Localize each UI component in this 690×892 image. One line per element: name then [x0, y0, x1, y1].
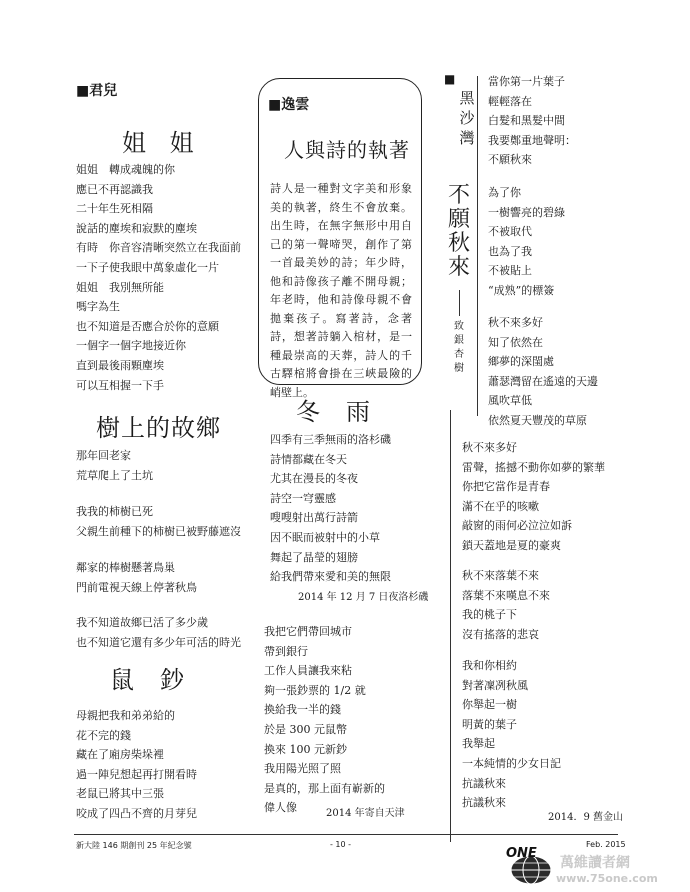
- poem-line: 滿不在乎的咳嗽: [462, 499, 539, 513]
- poem-line: 風吹草低: [488, 394, 532, 408]
- poem-line: 於是 300 元鼠幣: [264, 722, 347, 736]
- poem-dongyu-body: [270, 430, 391, 587]
- poem-line: 應已不再認識我: [76, 182, 153, 196]
- poem-line: 門前電視天線上停著秋鳥: [76, 580, 197, 594]
- poem-title-shuchao: 鼠 鈔: [110, 666, 185, 694]
- poem-line: 偉人像: [264, 801, 297, 815]
- watermark-url: www.75one.com: [556, 872, 658, 885]
- poem-line: 不願秋來: [488, 153, 532, 167]
- poem-line: 藏在了廂房柴垛裡: [76, 748, 164, 762]
- poem-line: 換來 100 元新鈔: [264, 742, 347, 756]
- poem-line: 當你第一片葉子: [488, 75, 565, 88]
- poem-line: 抗議秋來: [462, 796, 506, 810]
- poem-buyuan-stanza-2: [488, 183, 565, 301]
- poem-dongyu-date: 2014 年 12 月 7 日夜洛杉磯: [298, 592, 429, 603]
- poem-shuchao-body: [76, 706, 197, 824]
- poem-line: 過一陣兒想起再打開看時: [76, 767, 197, 781]
- poem-line: 也不知道是否應合於你的意願: [76, 319, 219, 333]
- poem-shuchao-continued: [264, 622, 385, 818]
- poem-line: 可以互相握一下手: [76, 378, 164, 392]
- poem-line: 荒草爬上了土坑: [76, 468, 153, 482]
- poem-line: 依然夏天豐茂的草原: [488, 413, 587, 427]
- poem-line: 詩空一穹靈感: [270, 491, 336, 505]
- poem-line: 父親生前種下的柿樹已被野藤遮沒: [76, 524, 241, 538]
- poem-shushang-stanza-1: [76, 446, 153, 485]
- poem-line: 秋不來多好: [462, 441, 517, 454]
- column-rule-lower: [450, 410, 451, 842]
- column-rule-upper: [477, 76, 478, 416]
- poem-line: 一下子使我眼中萬象虛化一片: [76, 260, 219, 274]
- poem-line: 姐姐 我別無所能: [76, 280, 164, 294]
- poem-line: 白髮和黑髮中間: [488, 114, 565, 128]
- poem-line: 因不眠而被射中的小草: [270, 530, 380, 544]
- poem-buyuan-stanza-6: [462, 656, 561, 813]
- poem-line: 一個字一個字地接近你: [76, 339, 186, 353]
- poem-line: 工作人員讓我來粘: [264, 664, 352, 678]
- poem-line: 秋不來落葉不來: [462, 569, 539, 582]
- poem-line: 我的桃子下: [462, 608, 517, 622]
- poem-line: 詩情都藏在冬天: [270, 452, 347, 466]
- poem-line: 我舉起: [462, 737, 495, 751]
- poem-shushang-stanza-3: [76, 558, 197, 597]
- poem-buyuan-stanza-1: [488, 72, 576, 170]
- poem-title-shushang: 樹上的故鄉: [96, 414, 221, 442]
- poem-line: 一本純情的少女日記: [462, 756, 561, 770]
- poem-line: 二十年生死相隔: [76, 202, 153, 216]
- author-jun-er: ■君兒: [76, 83, 118, 99]
- poem-line: 夠一張鈔票的 1/2 就: [264, 683, 366, 697]
- logo-text: ONE: [506, 846, 537, 861]
- author-mark: ■: [444, 72, 456, 86]
- poem-line: 鄉夢的深閨處: [488, 355, 554, 369]
- poem-title-jiejie: 姐 姐: [122, 129, 202, 157]
- poem-line: 四季有三季無雨的洛杉磯: [270, 433, 391, 446]
- poem-line: 嗖嗖射出萬行詩箭: [270, 511, 358, 525]
- poem-line: 秋不來多好: [488, 316, 543, 329]
- poem-shushang-stanza-2: [76, 502, 241, 541]
- poem-line: 舞起了晶瑩的翅膀: [270, 550, 358, 564]
- poem-buyuan-stanza-3: [488, 313, 598, 431]
- poem-line: 有時 你音容清晰突然立在我面前: [76, 241, 241, 255]
- poem-title-dongyu: 冬 雨: [296, 398, 371, 426]
- footer-publication: 新大陸 146 期創刊 25 年紀念號: [76, 841, 192, 850]
- poem-line: 我我的柿樹已死: [76, 505, 153, 518]
- poem-line: 帶到銀行: [264, 644, 308, 658]
- poem-line: 也為了我: [488, 244, 532, 258]
- poem-line: 姐姐 轉成魂魄的你: [76, 163, 175, 176]
- poem-line: 你把它當作是青春: [462, 480, 550, 494]
- poem-line: 知了依然在: [488, 335, 543, 349]
- poem-line: 母親把我和弟弟給的: [76, 709, 175, 722]
- poem-line: 換給我一半的錢: [264, 703, 341, 717]
- poem-jiejie-body: [76, 160, 241, 395]
- poem-line: 直到最後雨顆塵埃: [76, 358, 164, 372]
- poem-buyuan-stanza-4: [462, 438, 605, 556]
- poem-line: 嗎字為生: [76, 300, 120, 314]
- poem-line: 咬成了四凸不齊的月芽兒: [76, 806, 197, 820]
- poem-line: 給我們帶來愛和美的無限: [270, 570, 391, 584]
- poem-line: 雷聲，搖撼不動你如夢的繁華: [462, 460, 605, 474]
- poem-line: 我和你相約: [462, 659, 517, 672]
- poem-line: 不被貼上: [488, 264, 532, 278]
- poem-line: 尤其在漫長的冬夜: [270, 472, 358, 486]
- footer-page-number: - 10 -: [330, 840, 352, 849]
- poem-line: 輕輕落在: [488, 94, 532, 108]
- footer-rule: [74, 834, 618, 835]
- watermark-site-name: 萬維讀者網: [560, 855, 630, 871]
- poem-line: 敲窗的雨何必泣泣如訴: [462, 519, 572, 533]
- poem-line: 說話的塵埃和寂默的塵埃: [76, 221, 197, 235]
- poem-line: 我不知道故鄉已活了多少歲: [76, 616, 208, 629]
- footer-date: Feb. 2015: [586, 840, 626, 849]
- poem-buyuan-date: 2014．9 舊金山: [548, 812, 623, 823]
- poem-line: 沒有搖落的悲哀: [462, 627, 539, 641]
- essay-paragraph: 詩人是一種對文字美和形象美的執著，終生不會放棄。出生時，在無字無形中用自己的第一聲啼哭，創作了第一首最美妙的詩；年少時，他和詩像孩子離不開母親；年老時，他和詩像母親不會拋棄孩子。寫著詩，念著詩，想著詩躺入棺材，是一種最崇高的天葬，詩人的千古驛棺將會掛在三峽最險的峭壁上。: [270, 182, 412, 399]
- poem-line: 是真的，那上面有嶄新的: [264, 781, 385, 795]
- poem-line: 對著凜冽秋風: [462, 678, 528, 692]
- essay-title: 人與詩的執著: [284, 138, 410, 162]
- poem-line: 鎖天蓋地是夏的豪爽: [462, 538, 561, 552]
- poem-line: 蕭瑟灣留在遙遠的天邊: [488, 374, 598, 388]
- poem-buyuan-stanza-5: [462, 566, 550, 644]
- author-yi-yun: ■逸雲: [268, 97, 310, 113]
- poem-line: 我用陽光照了照: [264, 762, 341, 776]
- dedication: 致銀杏樹: [454, 321, 464, 374]
- poem-line: 老鼠已將其中三張: [76, 787, 164, 801]
- poem-title-buyuan: 不願秋來: [447, 183, 470, 280]
- poem-line: 明黃的葉子: [462, 717, 517, 731]
- poem-line: 不被取代: [488, 225, 532, 239]
- poem-line: 花不完的錢: [76, 728, 131, 742]
- poem-line: “成熟”的標簽: [488, 283, 555, 297]
- author-hei-sha-wan: 黑沙灣: [459, 89, 475, 147]
- poem-line: 抗議秋來: [462, 776, 506, 790]
- poem-line: 一樹響亮的碧綠: [488, 205, 565, 219]
- poem-shushang-stanza-4: [76, 613, 241, 652]
- dedication-divider: [459, 290, 460, 316]
- poem-line: 鄰家的棒樹懸著鳥巢: [76, 561, 175, 574]
- poem-line: 那年回老家: [76, 449, 131, 462]
- poem-line: 也不知道它還有多少年可活的時光: [76, 635, 241, 649]
- poem-shuchao-date: 2014 年寄自天津: [326, 808, 405, 819]
- poem-line: 你舉起一樹: [462, 698, 517, 712]
- poem-line: 我把它們帶回城市: [264, 625, 352, 638]
- poem-line: 落葉不來嘆息不來: [462, 588, 550, 602]
- poem-line: 為了你: [488, 186, 521, 199]
- poem-line: 我要鄭重地聲明：: [488, 133, 576, 147]
